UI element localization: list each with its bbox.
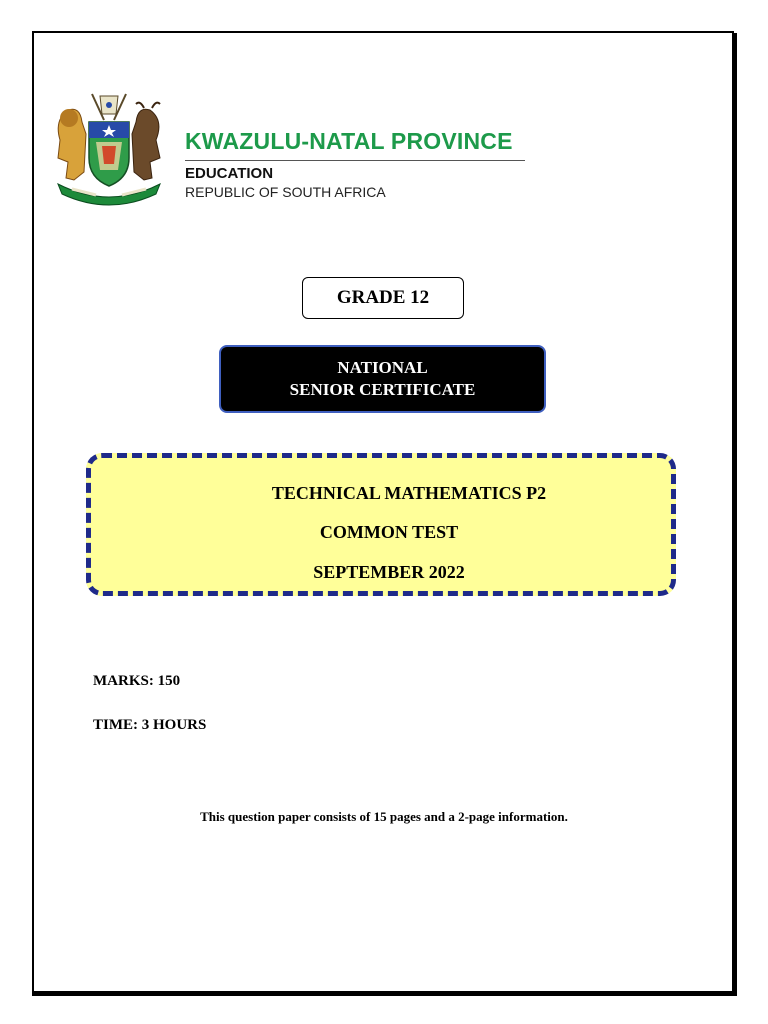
certificate-line-1: NATIONAL <box>337 358 428 377</box>
page-border-shadow-right <box>734 33 737 996</box>
subject-panel <box>86 453 676 596</box>
test-date: SEPTEMBER 2022 <box>313 562 465 582</box>
grade-label: GRADE 12 <box>302 277 464 319</box>
header-divider <box>185 160 525 161</box>
test-type: COMMON TEST <box>319 522 459 542</box>
country-name: REPUBLIC OF SOUTH AFRICA <box>185 184 386 200</box>
time-label: TIME: 3 HOURS <box>93 717 207 733</box>
page-border-shadow-bottom <box>32 993 737 996</box>
certificate-line-2: SENIOR CERTIFICATE <box>289 380 476 399</box>
page-info-note: This question paper consists of 15 pages and a 2-page information. <box>200 809 568 824</box>
coat-of-arms-icon <box>44 92 174 210</box>
province-title: KWAZULU-NATAL PROVINCE <box>185 128 513 154</box>
subject-title: TECHNICAL MATHEMATICS P2 <box>271 483 547 503</box>
certificate-banner <box>219 345 546 413</box>
department-name: EDUCATION <box>185 165 274 182</box>
marks-label: MARKS: 150 <box>93 673 181 689</box>
